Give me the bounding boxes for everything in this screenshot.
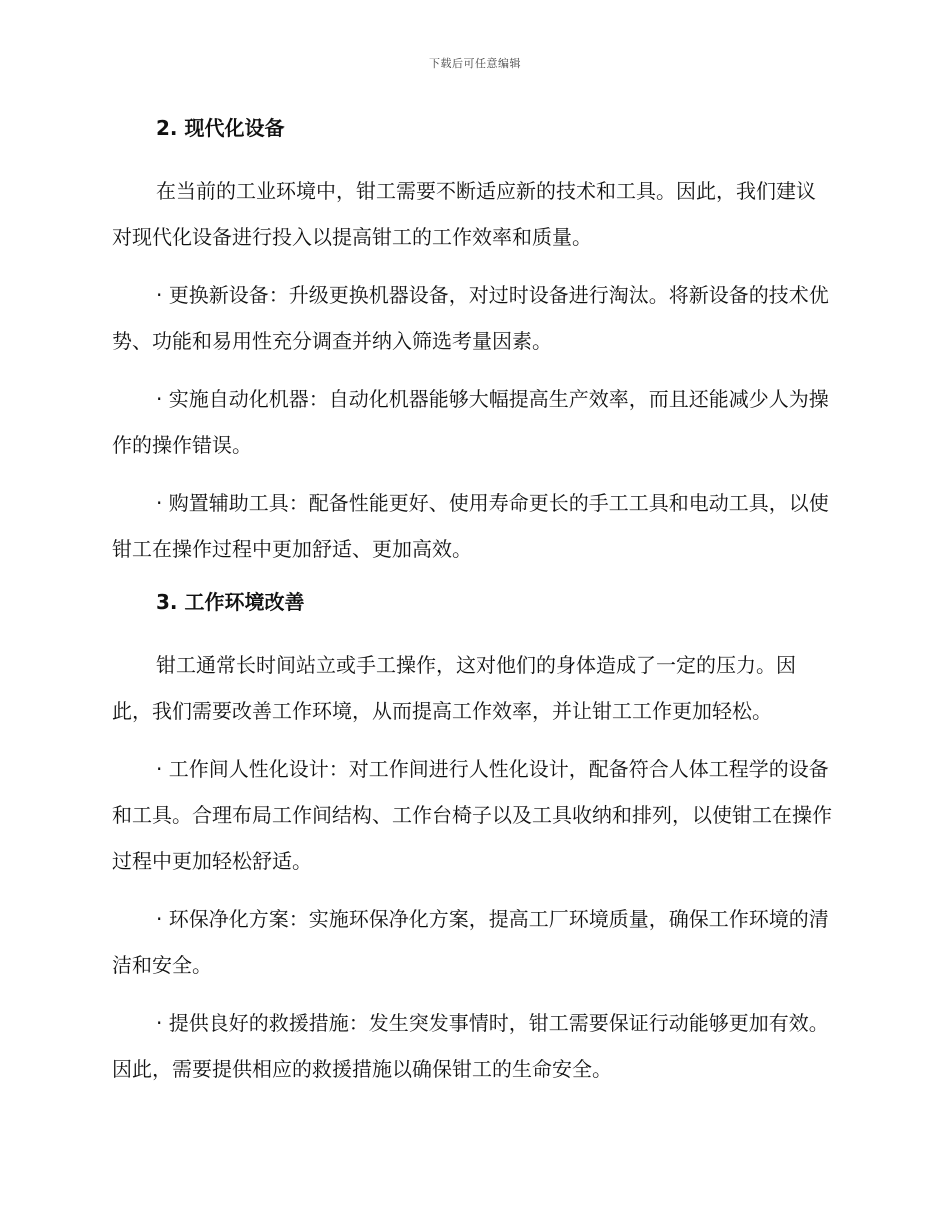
section-heading-modern-equipment: 2. 现代化设备	[156, 116, 285, 140]
document-body	[112, 110, 832, 1104]
bullet-item-auxiliary-tools: · 购置辅助工具：配备性能更好、使用寿命更长的手工工具和电动工具，以使钳工在操作过程中更加舒适、更加高效。	[112, 491, 829, 561]
paragraph-intro-modern-equipment: 在当前的工业环境中，钳工需要不断适应新的技术和工具。因此，我们建议对现代化设备进行投入以提高钳工的工作效率和质量。	[112, 179, 816, 249]
section-heading-work-environment: 3. 工作环境改善	[156, 590, 305, 614]
bullet-item-environmental-cleanup: · 环保净化方案：实施环保净化方案，提高工厂环境质量，确保工作环境的清洁和安全。	[112, 907, 829, 977]
bullet-item-rescue-measures: · 提供良好的救援措施：发生突发事情时，钳工需要保证行动能够更加有效。因此，需要提供相应的救援措施以确保钳工的生命安全。	[112, 1011, 829, 1081]
bullet-item-ergonomic-design: · 工作间人性化设计：对工作间进行人性化设计，配备符合人体工程学的设备和工具。合理布局工作间结构、工作台椅子以及工具收纳和排列，以使钳工在操作过程中更加轻松舒适。	[112, 757, 832, 873]
bullet-item-automation: · 实施自动化机器：自动化机器能够大幅提高生产效率，而且还能减少人为操作的操作错误。	[112, 387, 829, 457]
header-note: 下载后可任意编辑	[429, 57, 521, 70]
paragraph-intro-work-environment: 钳工通常长时间站立或手工操作，这对他们的身体造成了一定的压力。因此，我们需要改善工作环境，从而提高工作效率，并让钳工工作更加轻松。	[112, 653, 796, 723]
bullet-item-replace-equipment: · 更换新设备：升级更换机器设备，对过时设备进行淘汰。将新设备的技术优势、功能和易用性充分调查并纳入筛选考量因素。	[112, 283, 829, 353]
